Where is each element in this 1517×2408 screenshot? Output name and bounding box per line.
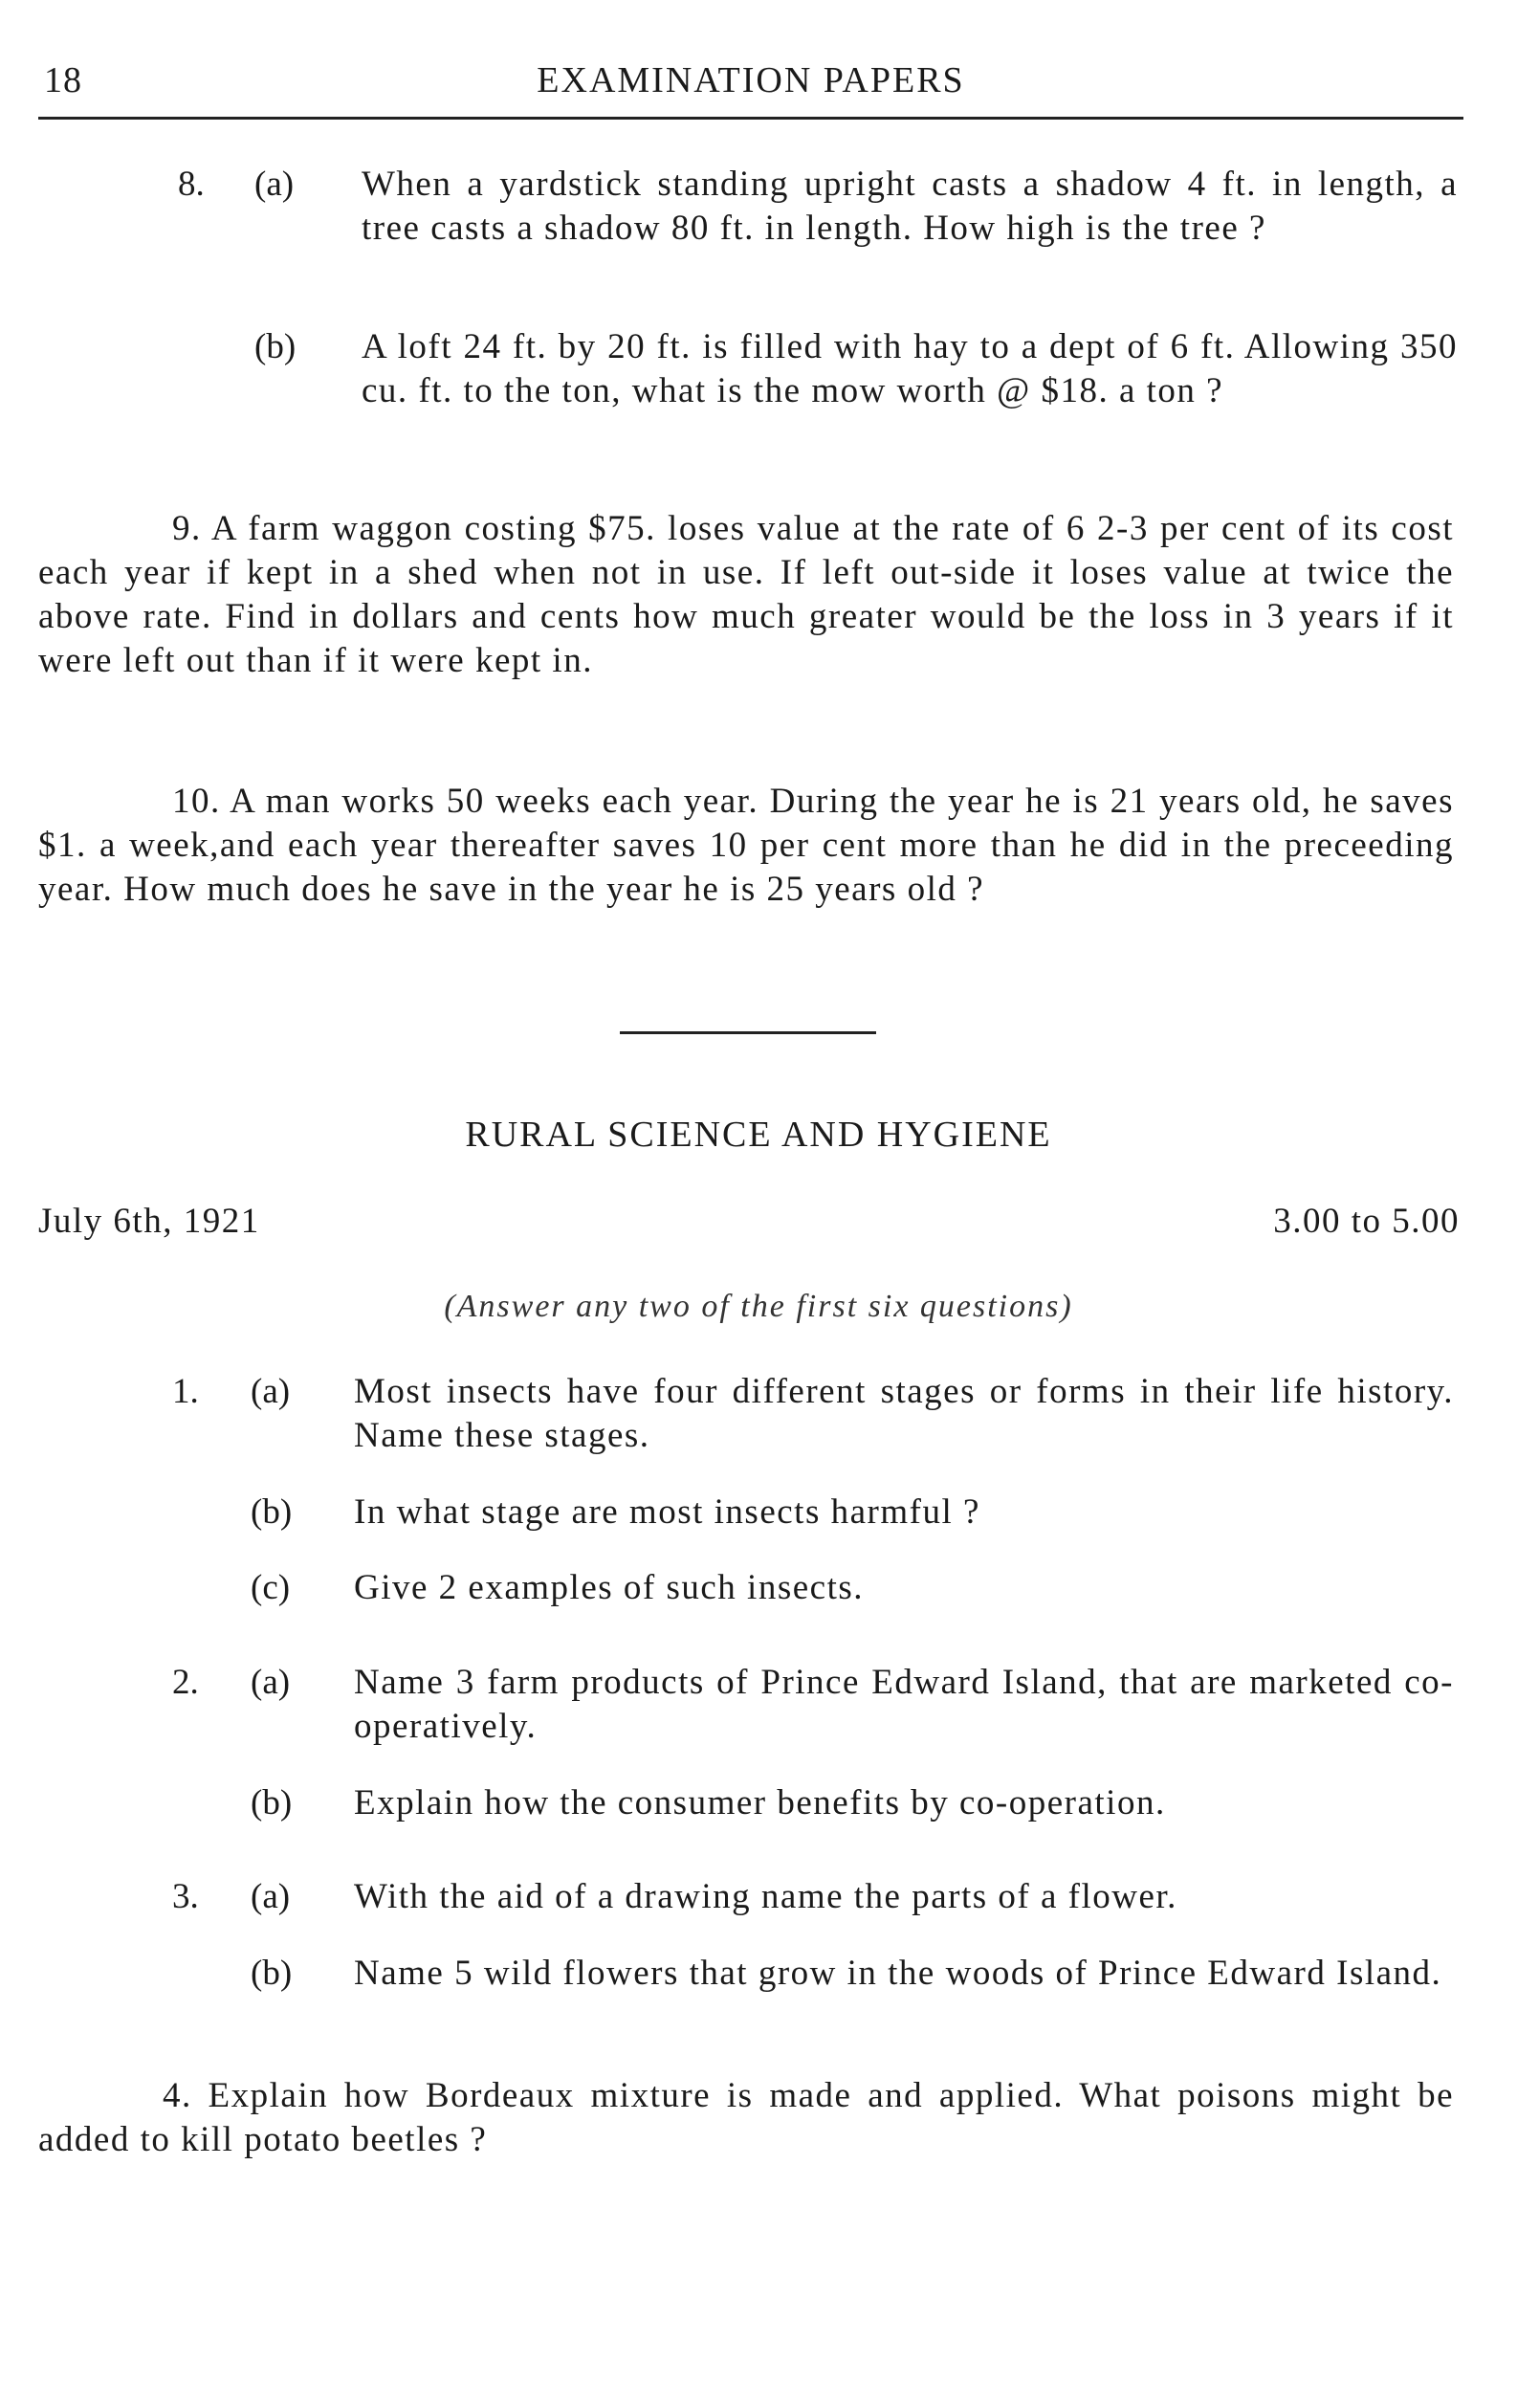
question-9: 9. A farm waggon costing $75. loses value at the rate of 6 2-3 per cent of its cost each year if kept in a shed when not in use. If left out-side it loses value at twice the above rate. Find in dollars and cents how much greater would be the loss in 3 years if it were left out than if it were kept in.: [38, 509, 1454, 680]
part-label: (b): [251, 1783, 293, 1823]
part-label: (a): [251, 1663, 291, 1702]
question-10: 10. A man works 50 weeks each year. During the year he is 21 years old, he saves $1. a week,and each year thereafter saves 10 per cent more than he did in the preceeding year. How much does he save in the year he is 25 years old ?: [38, 782, 1454, 909]
question-text: Give 2 examples of such insects.: [354, 1568, 864, 1607]
section-divider: [620, 1031, 876, 1034]
page-number: 18: [44, 60, 82, 100]
part-label: (c): [251, 1568, 291, 1607]
question-text: With the aid of a drawing name the parts of a flower.: [354, 1877, 1177, 1916]
running-title: EXAMINATION PAPERS: [537, 60, 965, 100]
part-label: (b): [254, 327, 297, 366]
question-number: 2.: [172, 1663, 199, 1702]
exam-date: July 6th, 1921: [38, 1202, 260, 1241]
question-number: 1.: [172, 1372, 199, 1411]
question-text: Most insects have four different stages or forms in their life history. Name these stages.: [354, 1372, 1454, 1455]
question-number: 8.: [178, 165, 205, 204]
page-header: [38, 59, 1463, 107]
question-number: 3.: [172, 1877, 199, 1916]
question-text: A loft 24 ft. by 20 ft. is filled with hay to a dept of 6 ft. Allowing 350 cu. ft. to the ton, what is the mow worth @ $18. a ton ?: [362, 327, 1458, 410]
part-label: (a): [254, 165, 295, 204]
part-label: (a): [251, 1372, 291, 1411]
question-text: Name 5 wild flowers that grow in the woods of Prince Edward Island.: [354, 1954, 1442, 1993]
section-title: RURAL SCIENCE AND HYGIENE: [465, 1115, 1052, 1155]
part-label: (b): [251, 1492, 293, 1532]
question-text: When a yardstick standing upright casts a shadow 4 ft. in length, a tree casts a shadow 80 ft. in length. How high is the tree ?: [362, 165, 1458, 248]
question-text: Explain how the consumer benefits by co-operation.: [354, 1783, 1166, 1823]
question-text: Name 3 farm products of Prince Edward Island, that are marketed co-operatively.: [354, 1663, 1454, 1746]
question-text: In what stage are most insects harmful ?: [354, 1492, 980, 1532]
header-rule: [38, 117, 1463, 120]
part-label: (a): [251, 1877, 291, 1916]
question-4: 4. Explain how Bordeaux mixture is made and applied. What poisons might be added to kill potato beetles ?: [38, 2076, 1454, 2159]
exam-time: 3.00 to 5.00: [1273, 1202, 1460, 1241]
part-label: (b): [251, 1954, 293, 1993]
exam-instructions: (Answer any two of the first six questions): [444, 1289, 1073, 1324]
